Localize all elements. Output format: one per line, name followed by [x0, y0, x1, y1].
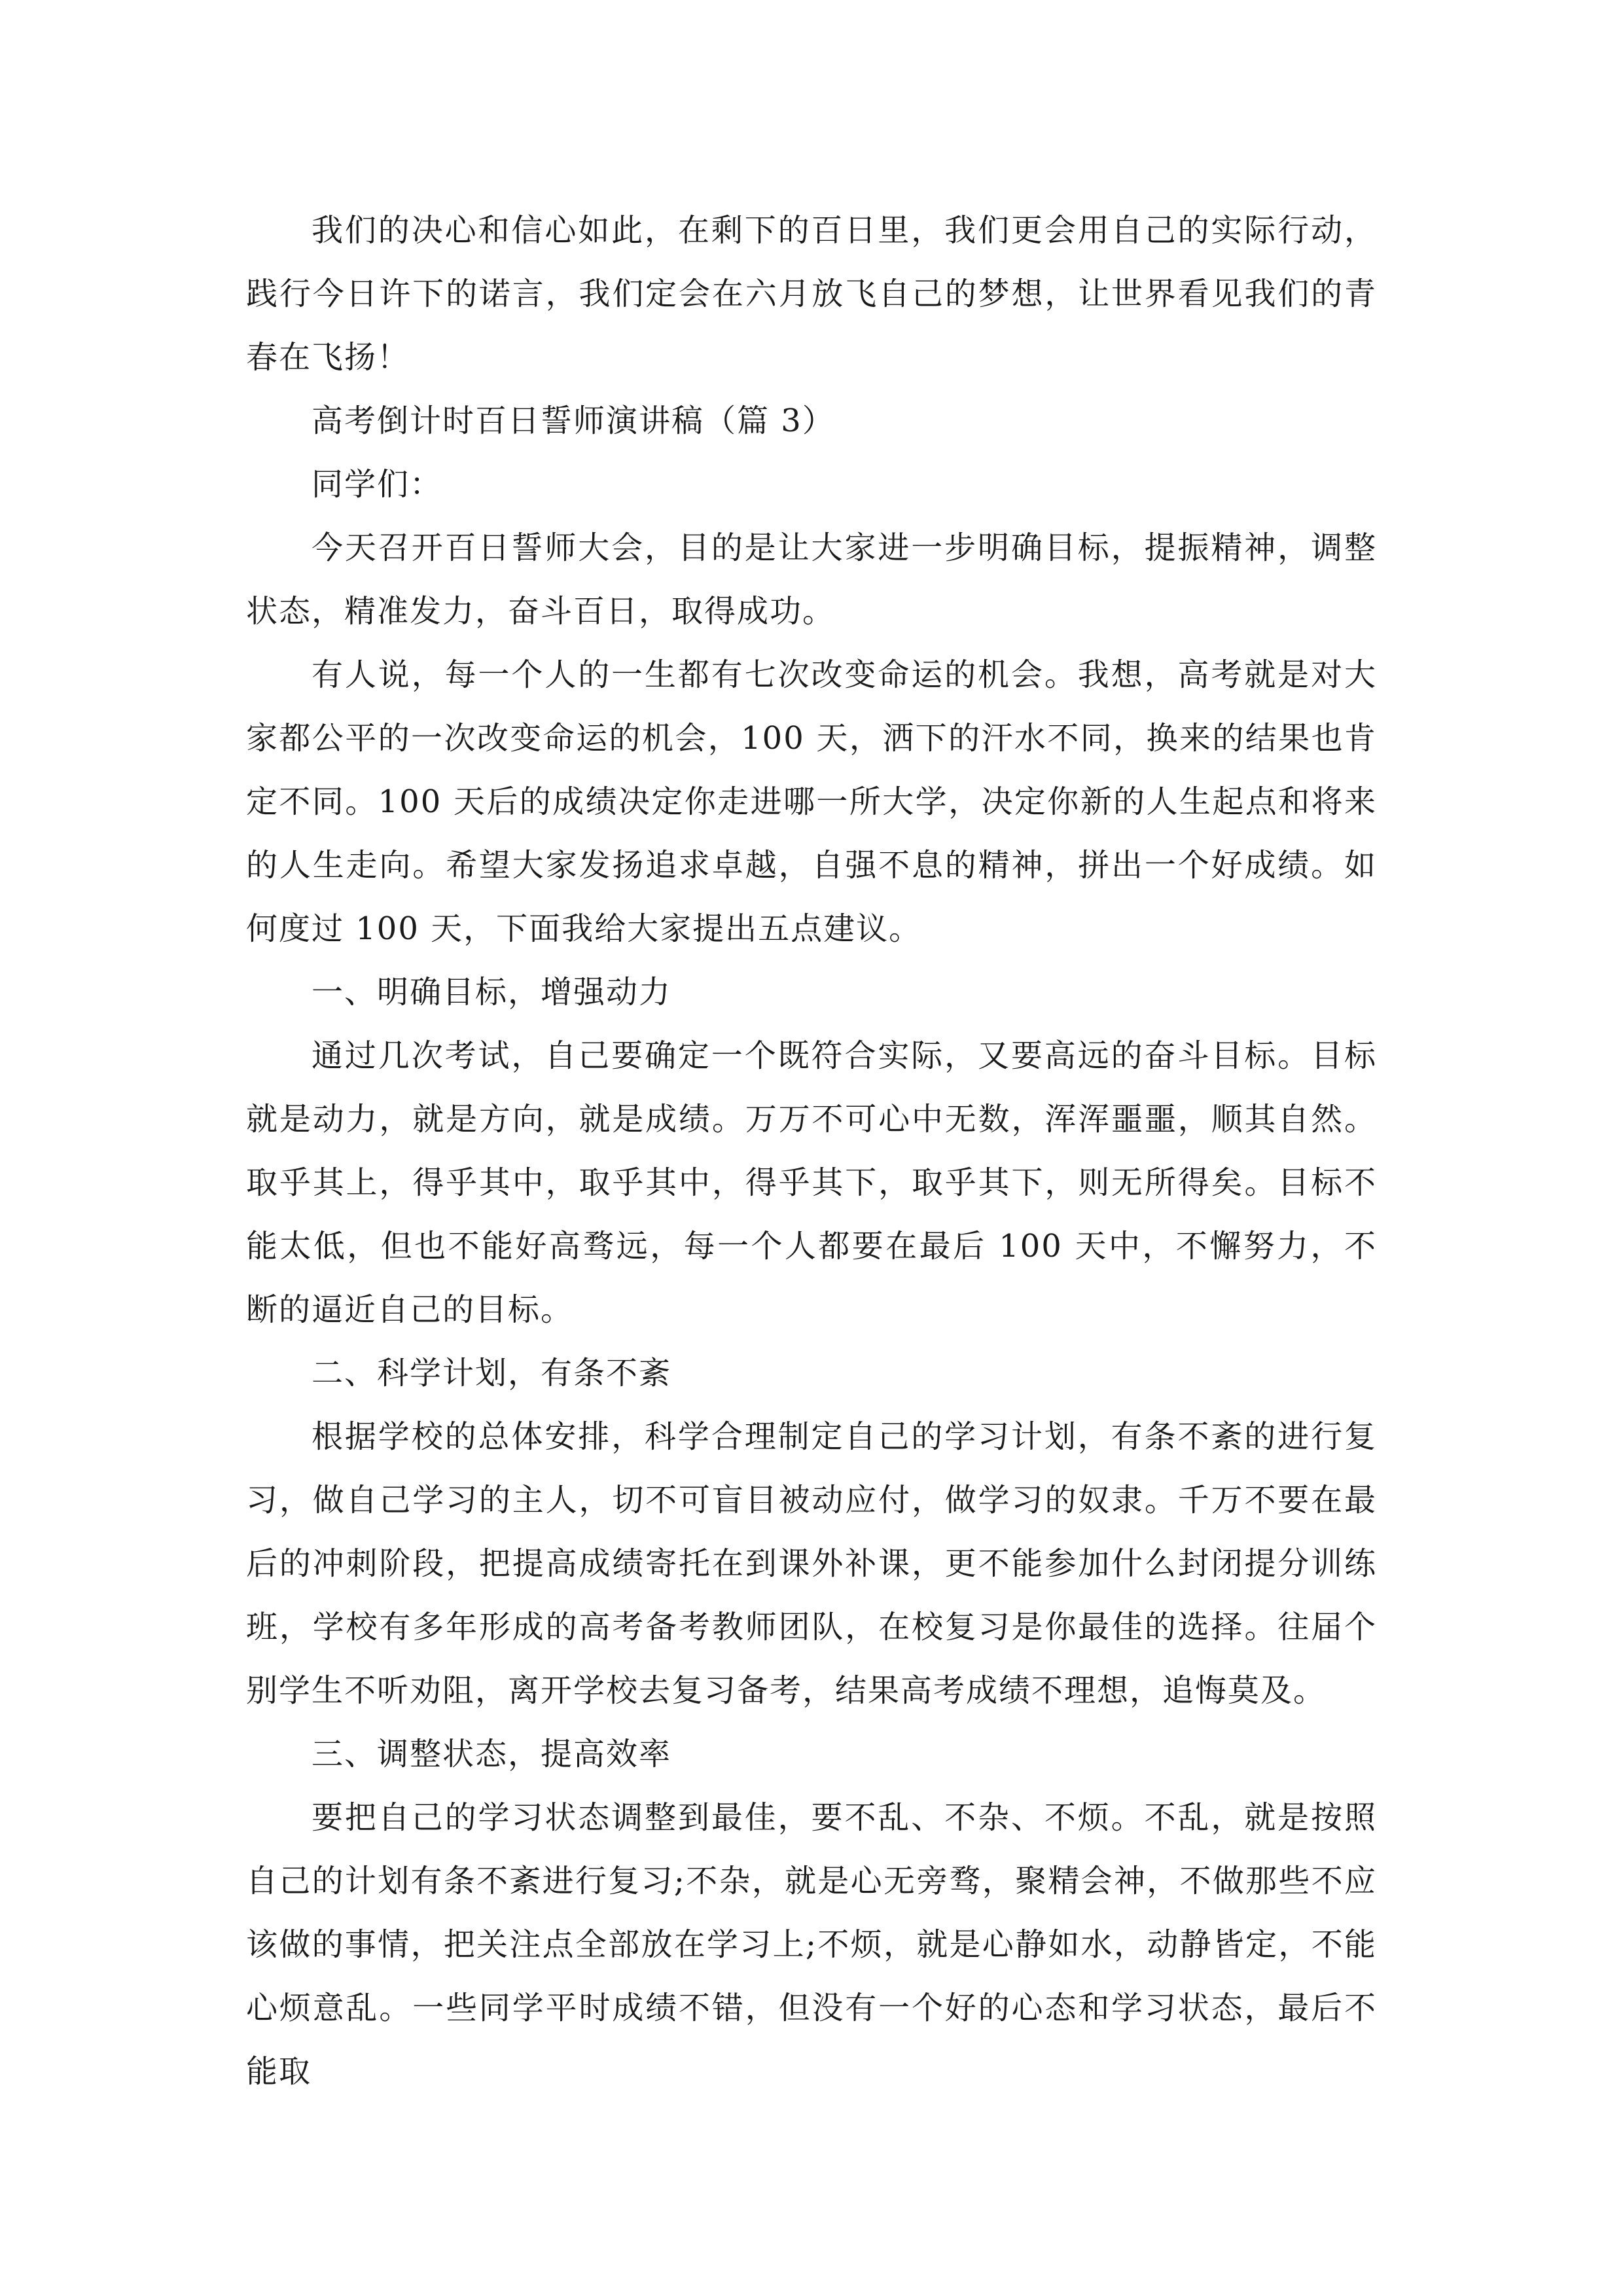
- salutation: 同学们：: [312, 466, 443, 503]
- section-heading-2: 二、科学计划，有条不紊: [312, 1355, 672, 1391]
- paragraph-section-2: 根据学校的总体安排，科学合理制定自己的学习计划，有条不紊的进行复习，做自己学习的主人，切不可盲目被动应付，做学习的奴隶。千万不要在最后的冲刺阶段，把提高成绩寄托在到课外补课，更不能参加什么封闭提分训练班，学校有多年形成的高考备考教师团队，在校复习是你最佳的选择。往届个别学生不听劝阻，离开学校去复习备考，结果高考成绩不理想，追悔莫及。: [246, 1418, 1377, 1709]
- paragraph-section-3: 要把自己的学习状态调整到最佳，要不乱、不杂、不烦。不乱，就是按照自己的计划有条不紊进行复习;不杂，就是心无旁骛，聚精会神，不做那些不应该做的事情，把关注点全部放在学习上;不烦，就是心静如水，动静皆定，不能心烦意乱。一些同学平时成绩不错，但没有一个好的心态和学习状态，最后不能取: [246, 1799, 1377, 2090]
- paragraph-closing-resolution: 我们的决心和信心如此，在剩下的百日里，我们更会用自己的实际行动，践行今日许下的诺言，我们定会在六月放飞自己的梦想，让世界看见我们的青春在飞扬！: [246, 212, 1377, 376]
- section-heading-1: 一、明确目标，增强动力: [312, 974, 672, 1011]
- paragraph-purpose: 今天召开百日誓师大会，目的是让大家进一步明确目标，提振精神，调整状态，精准发力，奋斗百日，取得成功。: [246, 529, 1377, 630]
- document-body: [246, 199, 1377, 2104]
- paragraph-section-1: 通过几次考试，自己要确定一个既符合实际，又要高远的奋斗目标。目标就是动力，就是方向，就是成绩。万万不可心中无数，浑浑噩噩，顺其自然。取乎其上，得乎其中，取乎其中，得乎其下，取乎其下，则无所得矣。目标不能太低，但也不能好高骛远，每一个人都要在最后 100 天中，不懈努力，不断的逼近自己的目标。: [246, 1037, 1377, 1328]
- speech-title: 高考倒计时百日誓师演讲稿（篇 3）: [312, 403, 835, 439]
- section-heading-3: 三、调整状态，提高效率: [312, 1736, 672, 1772]
- paragraph-opportunity: 有人说，每一个人的一生都有七次改变命运的机会。我想，高考就是对大家都公平的一次改变命运的机会，100 天，洒下的汗水不同，换来的结果也肯定不同。100 天后的成绩决定你走进哪一所大学，决定你新的人生起点和将来的人生走向。希望大家发扬追求卓越，自强不息的精神，拼出一个好成绩。如何度过 100 天，下面我给大家提出五点建议。: [246, 656, 1377, 947]
